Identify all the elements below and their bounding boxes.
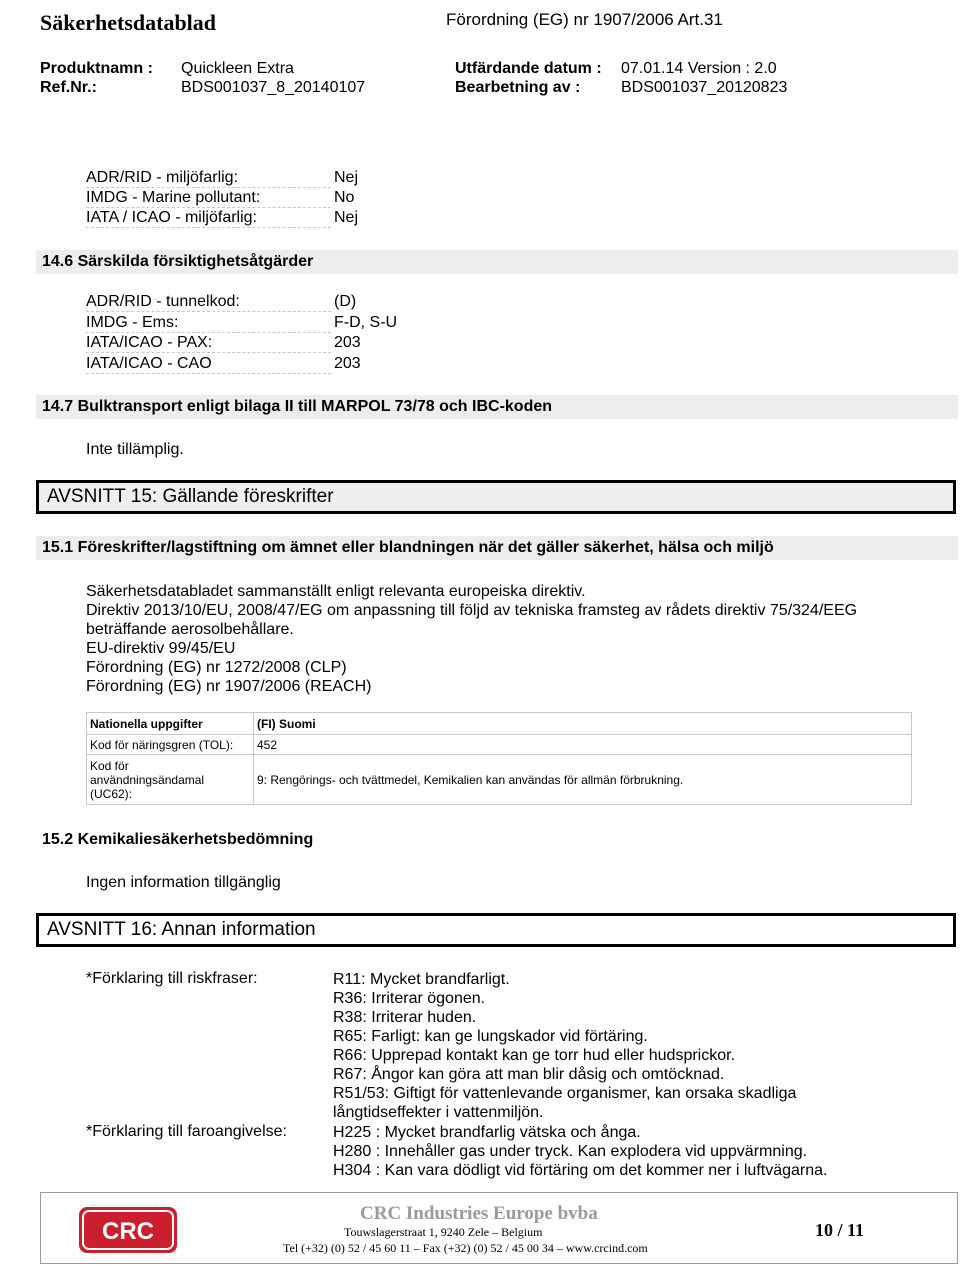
logo-text: CRC [102, 1218, 154, 1245]
env-hazard-value: Nej [334, 209, 359, 226]
risk-phrase: R11: Mycket brandfarligt. [333, 971, 510, 988]
ref-number-label: Ref.Nr.: [40, 79, 97, 96]
section-15-heading: AVSNITT 15: Gällande föreskrifter [36, 480, 956, 514]
company-name: CRC Industries Europe bvba [360, 1203, 598, 1224]
hazard-statement: H280 : Innehåller gas under tryck. Kan explodera vid uppvärmning. [333, 1143, 808, 1160]
precaution-key: IATA/ICAO - PAX: [86, 334, 331, 353]
usage-code-label-line: användningsändamal [90, 772, 205, 787]
env-hazard-value: No [334, 189, 355, 206]
industry-code-label: Kod för näringsgren (TOL): [87, 735, 254, 755]
precaution-key: IMDG - Ems: [86, 314, 331, 333]
subsection-14-7-title: 14.7 Bulktransport enligt bilaga II till MARPOL 73/78 och IBC-koden [36, 395, 958, 419]
page-number: 10 / 11 [815, 1220, 865, 1240]
regulation-line: Direktiv 2013/10/EU, 2008/47/EG om anpassning till följd av tekniska framsteg av rådets direktiv 75/324/EEG [86, 602, 858, 619]
chemical-safety-text: Ingen information tillgänglig [86, 874, 281, 891]
revision-label: Bearbetning av : [455, 79, 581, 96]
product-name-value: Quickleen Extra [181, 60, 294, 77]
risk-phrase: R65: Farligt: kan ge lungskador vid förtäring. [333, 1028, 648, 1045]
precaution-value: 203 [334, 334, 361, 351]
usage-code-value: 9: Rengörings- och tvättmedel, Kemikalien kan användas för allmän förbrukning. [254, 755, 912, 805]
precaution-value: F-D, S-U [334, 314, 398, 331]
issue-date-label: Utfärdande datum : [455, 60, 602, 77]
env-hazard-key: IATA / ICAO - miljöfarlig: [86, 209, 331, 228]
precaution-key: ADR/RID - tunnelkod: [86, 293, 331, 312]
precaution-value: (D) [334, 293, 357, 310]
section-16-heading: AVSNITT 16: Annan information [36, 913, 956, 947]
document-title: Säkerhetsdatablad [40, 10, 217, 35]
company-address: Touwslagerstraat 1, 9240 Zele – Belgium [344, 1225, 543, 1239]
regulation-line: Förordning (EG) nr 1907/2006 (REACH) [86, 678, 372, 695]
regulation-line: beträffande aerosolbehållare. [86, 621, 294, 638]
env-hazard-value: Nej [334, 169, 359, 186]
env-hazard-key: ADR/RID - miljöfarlig: [86, 169, 331, 188]
hazard-statement: H304 : Kan vara dödligt vid förtäring om det kommer ner i luftvägarna. [333, 1162, 828, 1179]
risk-phrase: R67: Ångor kan göra att man blir dåsig och omtöcknad. [333, 1066, 725, 1083]
issue-date-value: 07.01.14 Version : 2.0 [621, 60, 777, 77]
usage-code-label-line: (UC62): [90, 786, 133, 801]
risk-phrase: R38: Irriterar huden. [333, 1009, 477, 1026]
product-name-label: Produktnamn : [40, 60, 153, 77]
subsection-14-6-title: 14.6 Särskilda försiktighetsåtgärder [36, 250, 958, 274]
subsection-15-1-title: 15.1 Föreskrifter/lagstiftning om ämnet eller blandningen när det gäller säkerhet, hälsa och miljö [36, 536, 958, 560]
precaution-value: 203 [334, 355, 361, 372]
precaution-key: IATA/ICAO - CAO [86, 355, 331, 374]
regulation-line: EU-direktiv 99/45/EU [86, 640, 236, 657]
risk-phrase: R36: Irriterar ögonen. [333, 990, 486, 1007]
risk-phrase: R66: Upprepad kontakt kan ge torr hud eller hudsprickor. [333, 1047, 736, 1064]
risk-phrases-list [333, 970, 796, 1122]
national-header-country: (FI) Suomi [254, 713, 912, 735]
company-contact: Tel (+32) (0) 52 / 45 60 11 – Fax (+32) (0) 52 / 45 00 34 – www.crcind.com [283, 1241, 648, 1255]
usage-code-label-line: Kod för [90, 758, 129, 773]
risk-phrase: långtidseffekter i vattenmiljön. [333, 1104, 544, 1121]
hazard-statements-label: *Förklaring till faroangivelse: [86, 1123, 287, 1140]
crc-logo [78, 1206, 178, 1254]
regulation-line: Förordning (EG) nr 1272/2008 (CLP) [86, 659, 347, 676]
industry-code-value: 452 [254, 735, 912, 755]
revision-value: BDS001037_20120823 [621, 79, 788, 96]
subsection-15-2-title: 15.2 Kemikaliesäkerhetsbedömning [42, 831, 314, 848]
risk-phrase: R51/53: Giftigt för vattenlevande organismer, kan orsaka skadliga [333, 1085, 797, 1102]
hazard-statements-list [333, 1123, 827, 1180]
national-header-label: Nationella uppgifter [87, 713, 254, 735]
national-data-table [86, 712, 912, 805]
regulation-line: Säkerhetsdatabladet sammanställt enligt relevanta europeiska direktiv. [86, 583, 586, 600]
bulk-transport-text: Inte tillämplig. [86, 441, 184, 458]
risk-phrases-label: *Förklaring till riskfraser: [86, 970, 258, 987]
hazard-statement: H225 : Mycket brandfarlig vätska och ånga. [333, 1124, 641, 1141]
ref-number-value: BDS001037_8_20140107 [181, 79, 366, 96]
env-hazard-key: IMDG - Marine pollutant: [86, 189, 331, 208]
usage-code-label [87, 755, 254, 805]
regulation-reference: Förordning (EG) nr 1907/2006 Art.31 [446, 10, 723, 29]
